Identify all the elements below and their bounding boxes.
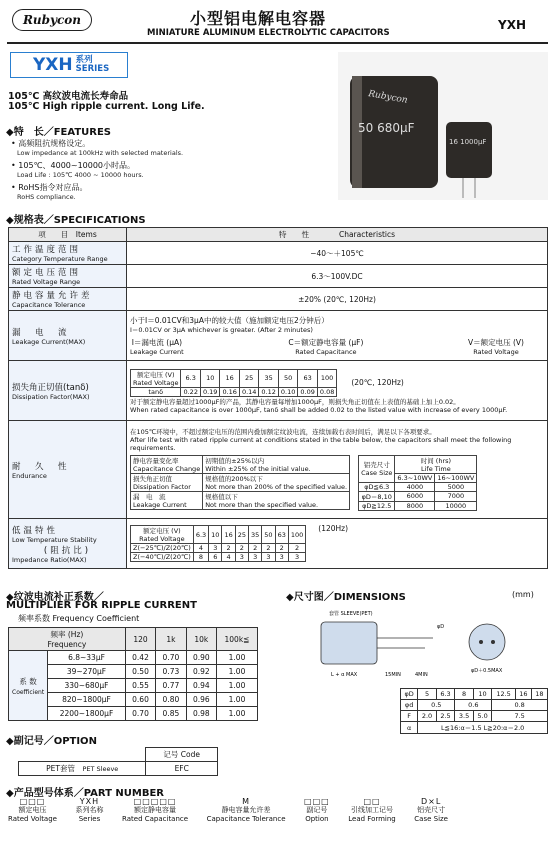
dimensions-unit: (mm) (512, 590, 534, 599)
df-label: 损失角正切值(tanδ) Dissipation Factor(MAX) (9, 361, 127, 421)
series-code: YXH (33, 55, 73, 75)
df-table: 额定电压 (V) Rated Voltage 6.3 10 16 25 35 50 63 100 tanδ 0.22 0.19 0.16 0.14 0.12 0.10 0.09 0.08 (130, 369, 337, 397)
pn-part-6: □□ 引线加工记号 Lead Forming (348, 797, 396, 823)
ripple-table: 频率 (Hz) Frequency 120 1k 10k 100k≦ 系 数 Coefficient 6.8~33μF 0.42 0.70 0.90 1.00 39~270μF 0.50 0.73 0.92 1.00 330~680μF 0.55 0.77 0.94 1.00 820~1800μF 0.60 0.80 0.96 1.00 2200~1800μF 0.70 0.85 0.98 1.00 (8, 627, 258, 721)
pn-part-5: □□□ 副记号 Option (304, 797, 330, 823)
pn-part-1: □□□ 额定电压 Rated Voltage (8, 797, 57, 823)
dimension-drawing (285, 600, 548, 685)
part-number-row (8, 797, 448, 824)
intro-en: 105℃ High ripple current. Long Life. (8, 101, 205, 112)
dimensions-title: ◆尺寸图／DIMENSIONS (286, 592, 406, 603)
lowtemp-label: 低温特性 Low Temperature Stability (阻抗比) Impedance Ratio(MAX) (9, 519, 127, 569)
ripple-title-zh: ◆纹波电流补正系数／ (6, 592, 104, 603)
dimension-table: φD 5 6.3 8 10 12.5 16 18 φd 0.5 0.6 0.8 F 2.0 2.5 3.5 5.0 7.5 α L≦16:α＝1.5 L≧20:α＝2.0 (400, 688, 548, 734)
cap-big-text: 50 680μF (358, 121, 415, 135)
capacitor-photo (338, 52, 548, 200)
pn-part-4: M 静电容量允许差 Capacitance Tolerance (206, 797, 286, 823)
svg-text:4MIN: 4MIN (415, 672, 428, 678)
temp-value: −40～＋105℃ (127, 242, 548, 265)
header-rule (7, 42, 548, 44)
series-label-en: SERIES (75, 64, 110, 74)
header-series-code: YXH (498, 18, 526, 32)
pn-part-3: □□□□□ 额定静电容量 Rated Capacitance (122, 797, 189, 823)
page-title-zh: 小型铝电解电容器 (190, 9, 327, 28)
leak-value: 小于I＝0.01CV和3μA中的较大值（施加额定电压2分钟后） I＝0.01CV or 3μA whichever is greater. (After 2 minutes) I＝漏电流 (μA) Leakage Current C＝额定静电容量 (μF) Rated Capacitance V＝额定电压 (V) Rated Voltage (127, 311, 548, 361)
svg-text:φD: φD (437, 624, 445, 630)
spec-head-items: 项 目 Items (9, 228, 127, 242)
features-title: ◆特 长／FEATURES (6, 127, 111, 138)
leak-label: 漏 电 流 Leakage Current(MAX) (9, 311, 127, 361)
series-label-zh: 系列 (75, 55, 93, 65)
endu-label: 耐 久 性 Endurance (9, 421, 127, 519)
option-title: ◆副记号／OPTION (6, 736, 97, 747)
svg-text:L + α MAX: L + α MAX (331, 672, 358, 678)
feature-3: • RoHS指令对应品。 RoHS compliance. (11, 183, 88, 201)
ripple-subtitle: 频率系数 Frequency Coefficient (18, 614, 140, 623)
svg-text:套管 SLEEVE(PET): 套管 SLEEVE(PET) (329, 611, 373, 617)
pn-part-7: D×L 铝壳尺寸 Case Size (414, 797, 448, 823)
df-value: 额定电压 (V) Rated Voltage 6.3 10 16 25 35 50 63 100 tanδ 0.22 0.19 0.16 0.14 0.12 0.10 0.09 0.08 (20℃, 120Hz) 对于额定静电容量超过1000μF的产品，其静电容量每增加1000μF，则损失角正切值在上表值的基础上加上0.02。 When rated capacitance is over 1000μF, tanδ shall be added 0.02 to the listed value with increase of every 1000μF. (127, 361, 548, 421)
intro-zh: 105℃ 高纹波电流长寿命品 (8, 91, 129, 102)
lowtemp-table: 额定电压 (V) Rated Voltage 6.3 10 16 25 35 50 63 100 Z(−25℃)/Z(20℃) 4 3 2 2 2 2 2 2 Z(−40℃)/Z(20℃) 8 6 4 3 3 3 3 3 (130, 525, 306, 562)
temp-label: 工作温度范围 Category Temperature Range (9, 242, 127, 265)
feature-1: • 高频阻抗规格设定。 Low impedance at 100kHz with selected materials. (11, 139, 184, 157)
pn-part-2: YXH 系列名称 Series (75, 797, 104, 823)
volt-value: 6.3～100V.DC (127, 265, 548, 288)
endu-value: 在105℃环境中，不超过额定电压的范围内叠加额定纹波电流，连续加载右表时间后，满足以下各项要求。 After life test with rated ripple current at conditions stated in the table below, the capacitors shall meet the following requirements. 静电容量变化率 Capacitance Change 初期值的±25%以内 Within ±25% of the initial value. 损失角正切值 Dissipation Factor 规格值的200%以下 Not more than 200% of the specified value. 漏 电 流 Leakage Current 规格值以下 Not more than the specified value. 铝壳尺寸 Case Size 时间 (hrs) Life Time 6.3~10WV 16~100WV φD≦6.3 4000 5000 φD＝8,10 6000 7000 φD≧12.5 8000 10000 (127, 421, 548, 519)
feature-2: • 105℃、4000~10000小时品。 Load Life : 105℃ 4000 ~ 10000 hours. (11, 161, 144, 179)
option-table: 记号 Code PET套管 PET Sleeve EFC (18, 747, 218, 776)
lowtemp-value: 额定电压 (V) Rated Voltage 6.3 10 16 25 35 50 63 100 Z(−25℃)/Z(20℃) 4 3 2 2 2 2 2 2 Z(−40℃)/Z(20℃) 8 6 4 3 3 3 3 3 (120Hz) (127, 519, 548, 569)
spec-head-char: 特 性 Characteristics (127, 228, 548, 242)
pn-title: ◆产品型号体系／PART NUMBER (6, 788, 164, 799)
tol-label: 静电容量允许差 Capacitance Tolerance (9, 288, 127, 311)
life-table: 铝壳尺寸 Case Size 时间 (hrs) Life Time 6.3~10WV 16~100WV φD≦6.3 4000 5000 φD＝8,10 6000 7000 φD≧12.5 8000 10000 (358, 455, 477, 511)
volt-label: 额定电压范围 Rated Voltage Range (9, 265, 127, 288)
svg-text:Rubycon: Rubycon (367, 89, 409, 106)
brand-logo: Rubycon (12, 9, 92, 31)
tol-value: ±20% (20℃, 120Hz) (127, 288, 548, 311)
page-title-en: MINIATURE ALUMINUM ELECTROLYTIC CAPACITORS (147, 28, 390, 38)
series-badge (10, 52, 128, 78)
endu-table: 静电容量变化率 Capacitance Change 初期值的±25%以内 Within ±25% of the initial value. 损失角正切值 Dissipation Factor 规格值的200%以下 Not more than 200% of the specified value. 漏 电 流 Leakage Current 规格值以下 Not more than the specified value. (130, 455, 350, 510)
specs-title: ◆规格表／SPECIFICATIONS (6, 215, 146, 226)
ripple-title-en: MULTIPLIER FOR RIPPLE CURRENT (6, 600, 197, 611)
cap-small-text: 16 1000μF (449, 138, 487, 146)
svg-text:15MIN: 15MIN (385, 672, 401, 678)
spec-table (8, 227, 548, 569)
svg-text:φD＋0.5MAX: φD＋0.5MAX (471, 668, 503, 674)
